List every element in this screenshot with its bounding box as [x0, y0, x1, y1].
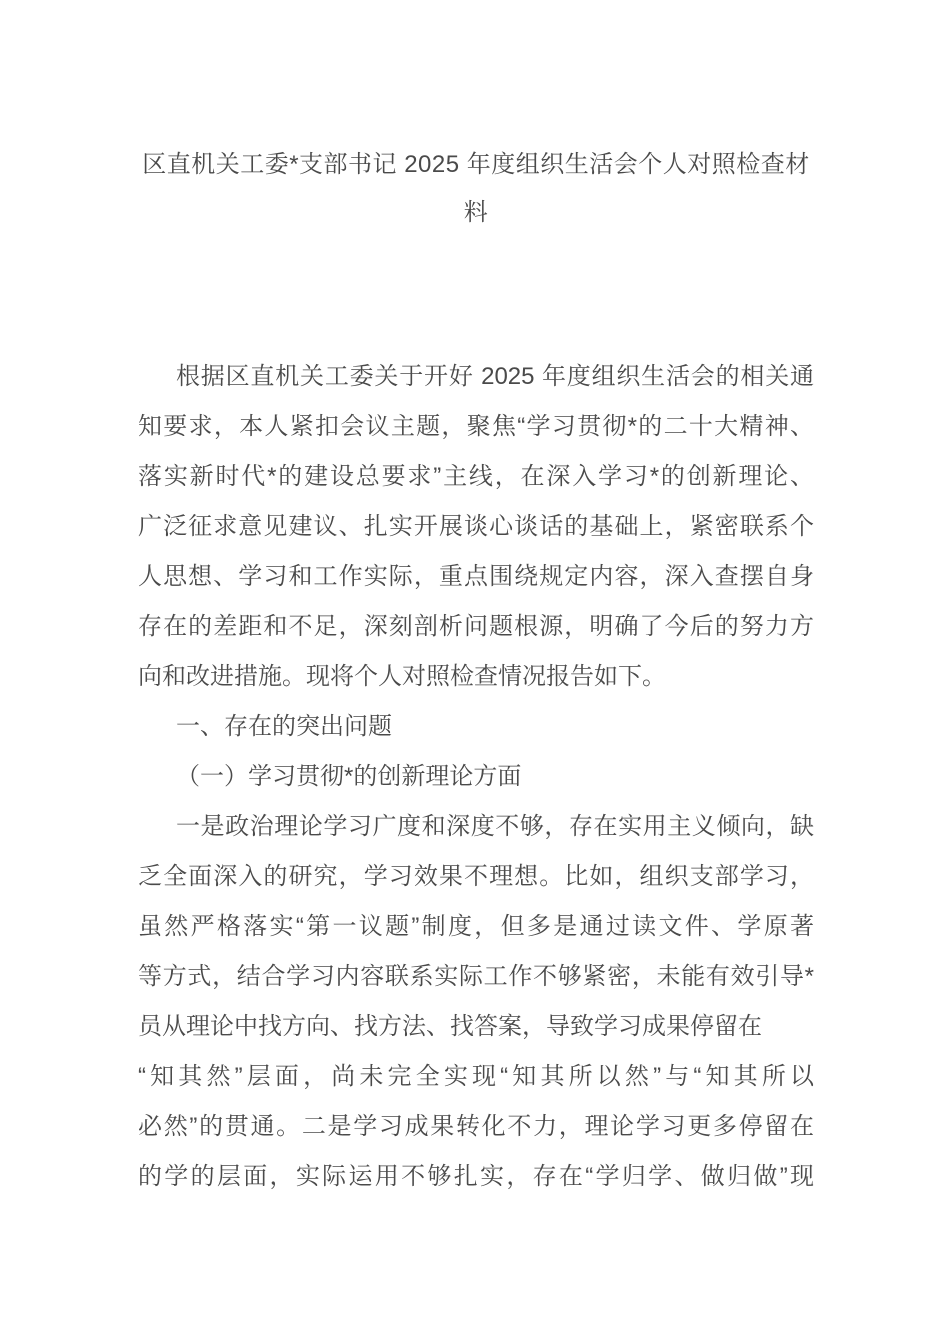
paragraph-line: 的学的层面，实际运用不够扎实，存在“学归学、做归做”现	[138, 1163, 814, 1190]
paragraph-line: 乏全面深入的研究，学习效果不理想。比如，组织支部学习，	[138, 863, 814, 890]
paragraph-line: 根据区直机关工委关于开好 2025 年度组织生活会的相关通	[176, 363, 814, 390]
heading-line: 一、存在的突出问题	[176, 713, 392, 740]
paragraph-line: 广泛征求意见建议、扎实开展谈心谈话的基础上，紧密联系个	[138, 513, 814, 540]
heading-line: （一）学习贯彻*的创新理论方面	[176, 763, 522, 790]
document-body	[138, 352, 814, 1202]
paragraph-line: 虽然严格落实“第一议题”制度，但多是通过读文件、学原著	[138, 913, 814, 940]
paragraph-line: 向和改进措施。现将个人对照检查情况报告如下。	[138, 663, 666, 690]
paragraph-line: 落实新时代*的建设总要求”主线，在深入学习*的创新理论、	[138, 463, 814, 490]
paragraph-line: 人思想、学习和工作实际，重点围绕规定内容，深入查摆自身	[138, 563, 814, 590]
title-line: 料	[463, 199, 489, 226]
paragraph-line: 知要求，本人紧扣会议主题，聚焦“学习贯彻*的二十大精神、	[138, 413, 814, 440]
paragraph-line: 等方式，结合学习内容联系实际工作不够紧密，未能有效引导*	[138, 963, 814, 990]
document-title	[138, 141, 814, 237]
paragraph-line: 员从理论中找方向、找方法、找答案，导致学习成果停留在	[138, 1013, 762, 1040]
paragraph-line: 必然”的贯通。二是学习成果转化不力，理论学习更多停留在	[138, 1113, 814, 1140]
paragraph-line: 一是政治理论学习广度和深度不够，存在实用主义倾向，缺	[176, 813, 814, 840]
document-content	[138, 0, 814, 1202]
title-line: 区直机关工委*支部书记 2025 年度组织生活会个人对照检查材	[142, 151, 810, 178]
paragraph-line: “知其然”层面，尚未完全实现“知其所以然”与“知其所以	[138, 1063, 814, 1090]
paragraph-line: 存在的差距和不足，深刻剖析问题根源，明确了今后的努力方	[138, 613, 814, 640]
